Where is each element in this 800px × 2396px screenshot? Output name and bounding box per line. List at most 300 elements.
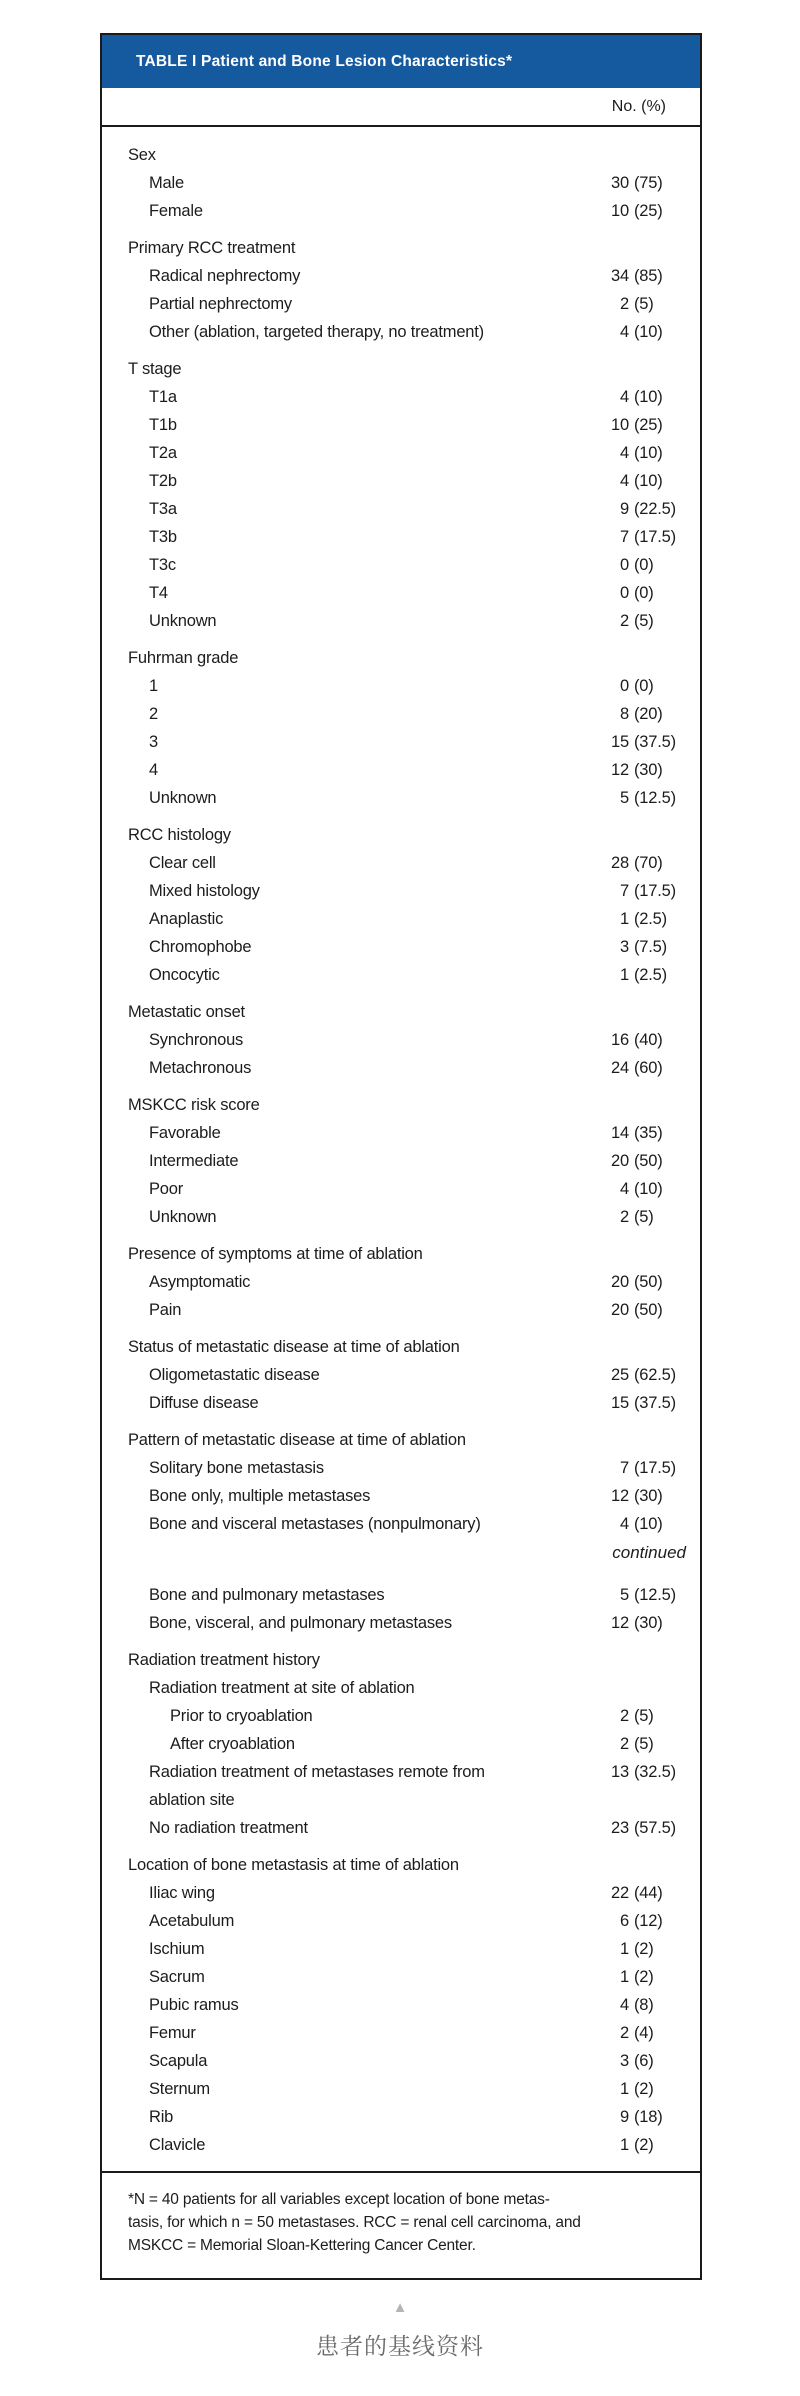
- row-percent: (2.5): [634, 910, 667, 928]
- row-value: [603, 169, 688, 197]
- table-section: [102, 234, 700, 346]
- row-count: 16: [611, 1031, 629, 1049]
- row-value: [603, 1510, 688, 1538]
- row-label: Clear cell: [149, 854, 216, 872]
- row-value: [603, 1175, 688, 1203]
- section-header: [102, 1646, 700, 1674]
- row-count: 14: [611, 1124, 629, 1142]
- row-percent: (30): [634, 1487, 663, 1505]
- section-header: [102, 821, 700, 849]
- row-count: 20: [611, 1301, 629, 1319]
- section-header-label: Status of metastatic disease at time of ablation: [128, 1338, 460, 1356]
- row-count: 30: [611, 174, 629, 192]
- table-row: [102, 2019, 700, 2047]
- row-value: [603, 411, 688, 439]
- row-label: Chromophobe: [149, 938, 252, 956]
- row-value: [603, 1879, 688, 1907]
- characteristics-table: [100, 33, 702, 2280]
- row-value: [603, 2103, 688, 2131]
- row-percent: (5): [634, 1707, 654, 1725]
- row-value: [603, 1389, 688, 1417]
- row-value: [603, 1026, 688, 1054]
- row-percent: (2): [634, 1940, 654, 1958]
- row-value: [603, 933, 688, 961]
- row-value: [603, 1119, 688, 1147]
- table-row: [102, 523, 700, 551]
- row-value: [603, 1758, 688, 1786]
- table-section: [102, 1333, 700, 1417]
- row-percent: (25): [634, 416, 663, 434]
- row-count: 6: [620, 1912, 629, 1930]
- row-count: 12: [611, 1614, 629, 1632]
- section-header: [102, 141, 700, 169]
- row-percent: (10): [634, 472, 663, 490]
- caption-arrow-icon: ▲: [392, 2299, 408, 2316]
- row-count: 4: [620, 1180, 629, 1198]
- footnote-line: *N = 40 patients for all variables except location of bone metas-: [128, 2191, 550, 2208]
- row-percent: (60): [634, 1059, 663, 1077]
- section-header-label: T stage: [128, 360, 182, 378]
- row-label: Mixed histology: [149, 882, 260, 900]
- row-label: Bone, visceral, and pulmonary metastases: [149, 1614, 452, 1632]
- row-value: [603, 1702, 688, 1730]
- row-value: [603, 2131, 688, 2159]
- column-header-no-pct: No. (%): [611, 97, 666, 115]
- table-row: [102, 2047, 700, 2075]
- table-row: [102, 467, 700, 495]
- table-row: [102, 849, 700, 877]
- table-row: [102, 1296, 700, 1324]
- section-header-label: RCC histology: [128, 826, 231, 844]
- section-header-label: Metastatic onset: [128, 1003, 245, 1021]
- section-header-label: Sex: [128, 146, 156, 164]
- table-row: [102, 1454, 700, 1482]
- continued-marker: continued: [612, 1543, 686, 1562]
- row-count: 4: [620, 1515, 629, 1533]
- row-count: 1: [620, 2136, 629, 2154]
- table-row: [102, 1879, 700, 1907]
- row-value: [603, 551, 688, 579]
- row-count: 7: [620, 528, 629, 546]
- table-row: [102, 551, 700, 579]
- row-percent: (0): [634, 677, 654, 695]
- row-count: 34: [611, 267, 629, 285]
- row-value: [603, 961, 688, 989]
- table-row: [102, 169, 700, 197]
- row-label: T3b: [149, 528, 177, 546]
- row-count: 15: [611, 1394, 629, 1412]
- row-count: 7: [620, 1459, 629, 1477]
- row-count: 2: [620, 1735, 629, 1753]
- table-row: [102, 700, 700, 728]
- row-value: [603, 1361, 688, 1389]
- row-label: 3: [149, 733, 158, 751]
- row-label: Male: [149, 174, 184, 192]
- table-section: [102, 355, 700, 635]
- table-row: [102, 1175, 700, 1203]
- section-header: [102, 1851, 700, 1879]
- row-value: [603, 2019, 688, 2047]
- row-label: Bone only, multiple metastases: [149, 1487, 371, 1505]
- table-row: [102, 1963, 700, 1991]
- row-percent: (57.5): [634, 1819, 676, 1837]
- row-value: [603, 1814, 688, 1842]
- row-percent: (17.5): [634, 882, 676, 900]
- caption-text: 患者的基线资料: [316, 2333, 484, 2359]
- footnote-line: MSKCC = Memorial Sloan-Kettering Cancer Center.: [128, 2237, 476, 2254]
- row-percent: (12.5): [634, 1586, 676, 1604]
- row-value: [603, 2075, 688, 2103]
- row-label: T1b: [149, 416, 177, 434]
- row-percent: (2): [634, 2080, 654, 2098]
- row-label: 2: [149, 705, 158, 723]
- table-row: [102, 961, 700, 989]
- row-count: 10: [611, 416, 629, 434]
- table-row: [102, 197, 700, 225]
- row-count: 5: [620, 789, 629, 807]
- row-percent: (12): [634, 1912, 663, 1930]
- table-row: [102, 1054, 700, 1082]
- table-row: [102, 439, 700, 467]
- table-row: [102, 1026, 700, 1054]
- row-label: 1: [149, 677, 158, 695]
- row-value: [603, 877, 688, 905]
- table-row: [102, 1268, 700, 1296]
- table-row: [102, 579, 700, 607]
- table-row: [102, 1814, 700, 1842]
- row-count: 4: [620, 444, 629, 462]
- row-count: 13: [611, 1763, 629, 1781]
- row-count: 4: [620, 1996, 629, 2014]
- row-percent: (40): [634, 1031, 663, 1049]
- row-percent: (10): [634, 444, 663, 462]
- row-label: T3c: [149, 556, 176, 574]
- row-value: [603, 1203, 688, 1231]
- table-row: [102, 1119, 700, 1147]
- row-percent: (70): [634, 854, 663, 872]
- row-count: 2: [620, 295, 629, 313]
- row-value: [603, 1268, 688, 1296]
- figure-caption: [0, 2300, 800, 2361]
- row-label: Solitary bone metastasis: [149, 1459, 324, 1477]
- row-label: Iliac wing: [149, 1884, 215, 1902]
- row-label: Unknown: [149, 612, 217, 630]
- footnote-line: tasis, for which n = 50 metastases. RCC = renal cell carcinoma, and: [128, 2214, 581, 2231]
- row-count: 2: [620, 1208, 629, 1226]
- table-row: [102, 2075, 700, 2103]
- row-count: 0: [620, 584, 629, 602]
- row-value: [603, 2047, 688, 2075]
- row-label: Female: [149, 202, 203, 220]
- row-percent: (50): [634, 1273, 663, 1291]
- table-row: [102, 756, 700, 784]
- row-label: Rib: [149, 2108, 174, 2126]
- table-row: [102, 1361, 700, 1389]
- row-percent: (30): [634, 1614, 663, 1632]
- section-header: [102, 1091, 700, 1119]
- row-label: Scapula: [149, 2052, 208, 2070]
- row-label: Sacrum: [149, 1968, 205, 1986]
- row-percent: (30): [634, 761, 663, 779]
- row-value: [603, 1482, 688, 1510]
- row-label: T2b: [149, 472, 177, 490]
- row-value: [603, 784, 688, 812]
- row-label: Metachronous: [149, 1059, 252, 1077]
- table-row: [102, 933, 700, 961]
- table-row: [102, 1609, 700, 1637]
- row-count: 0: [620, 677, 629, 695]
- row-count: 12: [611, 761, 629, 779]
- row-count: 1: [620, 1940, 629, 1958]
- table-row: [102, 290, 700, 318]
- table-section: [102, 1426, 700, 1637]
- row-count: 5: [620, 1586, 629, 1604]
- table-section: [102, 998, 700, 1082]
- table-section: [102, 141, 700, 225]
- row-label: Other (ablation, targeted therapy, no treatment): [149, 323, 484, 341]
- row-count: 4: [620, 472, 629, 490]
- row-percent: (5): [634, 612, 654, 630]
- table-body: [102, 127, 700, 2171]
- row-percent: (35): [634, 1124, 663, 1142]
- row-label: Synchronous: [149, 1031, 244, 1049]
- row-label: T4: [149, 584, 168, 602]
- row-label: Radiation treatment at site of ablation: [149, 1679, 415, 1697]
- row-percent: (18): [634, 2108, 663, 2126]
- table-row: [102, 1147, 700, 1175]
- row-count: 1: [620, 2080, 629, 2098]
- table-row: [102, 1991, 700, 2019]
- row-count: 1: [620, 966, 629, 984]
- row-value: [603, 1935, 688, 1963]
- row-percent: (12.5): [634, 789, 676, 807]
- table-footnote: [102, 2171, 700, 2278]
- row-percent: (2): [634, 1968, 654, 1986]
- table-row: [102, 905, 700, 933]
- row-label: Ischium: [149, 1940, 205, 1958]
- row-percent: (50): [634, 1301, 663, 1319]
- row-percent: (5): [634, 1208, 654, 1226]
- row-count: 20: [611, 1273, 629, 1291]
- row-count: 22: [611, 1884, 629, 1902]
- row-label: Favorable: [149, 1124, 221, 1142]
- row-value: [603, 1730, 688, 1758]
- row-value: [603, 262, 688, 290]
- table-row: [102, 1758, 700, 1814]
- row-value: [603, 1147, 688, 1175]
- row-label: Oligometastatic disease: [149, 1366, 320, 1384]
- row-count: 4: [620, 388, 629, 406]
- row-value: [603, 579, 688, 607]
- row-value: [603, 1609, 688, 1637]
- row-percent: (2.5): [634, 966, 667, 984]
- row-value: [603, 607, 688, 635]
- table-row: [102, 1702, 700, 1730]
- row-percent: (5): [634, 295, 654, 313]
- row-count: 7: [620, 882, 629, 900]
- table-row: [102, 728, 700, 756]
- row-label: Pain: [149, 1301, 182, 1319]
- row-value: [603, 523, 688, 551]
- row-value: [603, 700, 688, 728]
- row-value: [603, 756, 688, 784]
- table-section: [102, 1851, 700, 2159]
- row-count: 10: [611, 202, 629, 220]
- table-row: [102, 877, 700, 905]
- section-header-label: Presence of symptoms at time of ablation: [128, 1245, 423, 1263]
- section-header-label: Location of bone metastasis at time of ablation: [128, 1856, 459, 1874]
- row-count: 12: [611, 1487, 629, 1505]
- row-value: [603, 467, 688, 495]
- row-percent: (85): [634, 267, 663, 285]
- row-label: Partial nephrectomy: [149, 295, 292, 313]
- row-label: Bone and visceral metastases (nonpulmonary): [149, 1515, 481, 1533]
- table-section: [102, 1091, 700, 1231]
- row-label: Asymptomatic: [149, 1273, 251, 1291]
- row-label: Bone and pulmonary metastases: [149, 1586, 385, 1604]
- row-count: 28: [611, 854, 629, 872]
- row-percent: (4): [634, 2024, 654, 2042]
- row-percent: (7.5): [634, 938, 667, 956]
- row-percent: (32.5): [634, 1763, 676, 1781]
- table-row: [102, 1674, 700, 1702]
- row-label: Sternum: [149, 2080, 210, 2098]
- table-row: [102, 784, 700, 812]
- section-header: [102, 1240, 700, 1268]
- row-label: Acetabulum: [149, 1912, 235, 1930]
- row-value: [603, 1581, 688, 1609]
- table-row: [102, 1581, 700, 1609]
- table-row: [102, 1203, 700, 1231]
- row-count: 2: [620, 1707, 629, 1725]
- row-value: [603, 439, 688, 467]
- table-row: [102, 2131, 700, 2159]
- row-value: [603, 197, 688, 225]
- row-label: Prior to cryoablation: [170, 1707, 313, 1725]
- row-count: 3: [620, 2052, 629, 2070]
- section-header-label: Radiation treatment history: [128, 1651, 320, 1669]
- row-count: 23: [611, 1819, 629, 1837]
- row-count: 3: [620, 938, 629, 956]
- section-header: [102, 234, 700, 262]
- row-percent: (0): [634, 556, 654, 574]
- row-count: 8: [620, 705, 629, 723]
- table-section: [102, 1646, 700, 1842]
- section-header: [102, 1333, 700, 1361]
- table-section: [102, 821, 700, 989]
- table-title-bar: [102, 35, 700, 88]
- column-header-row: [102, 88, 700, 127]
- row-value: [603, 849, 688, 877]
- table-row: [102, 607, 700, 635]
- table-row: [102, 1907, 700, 1935]
- row-percent: (37.5): [634, 1394, 676, 1412]
- row-count: 2: [620, 612, 629, 630]
- table-row: [102, 1935, 700, 1963]
- row-percent: (2): [634, 2136, 654, 2154]
- row-label: Radiation treatment of metastases remote from ablation site: [149, 1763, 485, 1809]
- table-row: [102, 1389, 700, 1417]
- row-value: [603, 290, 688, 318]
- row-percent: (10): [634, 1180, 663, 1198]
- row-label: T3a: [149, 500, 177, 518]
- row-value: [603, 1054, 688, 1082]
- row-label: Radical nephrectomy: [149, 267, 301, 285]
- row-label: 4: [149, 761, 158, 779]
- row-percent: (6): [634, 2052, 654, 2070]
- row-percent: (10): [634, 323, 663, 341]
- row-count: 4: [620, 323, 629, 341]
- row-count: 20: [611, 1152, 629, 1170]
- table-title: TABLE I Patient and Bone Lesion Characteristics*: [136, 52, 513, 70]
- row-value: [603, 1296, 688, 1324]
- section-header: [102, 355, 700, 383]
- row-percent: (17.5): [634, 1459, 676, 1477]
- table-row: [102, 1510, 700, 1538]
- row-percent: (25): [634, 202, 663, 220]
- section-header: [102, 644, 700, 672]
- table-row: [102, 1730, 700, 1758]
- row-value: [603, 1907, 688, 1935]
- table-row: [102, 318, 700, 346]
- row-percent: (62.5): [634, 1366, 676, 1384]
- row-label: T1a: [149, 388, 177, 406]
- table-row: [102, 1482, 700, 1510]
- row-percent: (44): [634, 1884, 663, 1902]
- row-label: Oncocytic: [149, 966, 220, 984]
- row-count: 9: [620, 500, 629, 518]
- section-header: [102, 998, 700, 1026]
- table-row: [102, 383, 700, 411]
- row-value: [603, 1963, 688, 1991]
- table-row: [102, 411, 700, 439]
- row-percent: (10): [634, 1515, 663, 1533]
- row-count: 25: [611, 1366, 629, 1384]
- row-label: Unknown: [149, 1208, 217, 1226]
- section-header-label: MSKCC risk score: [128, 1096, 260, 1114]
- row-label: Poor: [149, 1180, 184, 1198]
- row-value: [603, 1454, 688, 1482]
- row-label: Intermediate: [149, 1152, 239, 1170]
- row-label: Pubic ramus: [149, 1996, 239, 2014]
- row-percent: (8): [634, 1996, 654, 2014]
- row-label: After cryoablation: [170, 1735, 295, 1753]
- row-percent: (50): [634, 1152, 663, 1170]
- row-value: [603, 728, 688, 756]
- row-label: Femur: [149, 2024, 196, 2042]
- row-percent: (10): [634, 388, 663, 406]
- row-label: Diffuse disease: [149, 1394, 259, 1412]
- section-header: [102, 1426, 700, 1454]
- section-header-label: Fuhrman grade: [128, 649, 239, 667]
- row-value: [603, 383, 688, 411]
- table-section: [102, 644, 700, 812]
- row-label: Anaplastic: [149, 910, 224, 928]
- row-value: [603, 905, 688, 933]
- row-label: No radiation treatment: [149, 1819, 308, 1837]
- row-value: [603, 672, 688, 700]
- row-count: 1: [620, 910, 629, 928]
- table-row: [102, 672, 700, 700]
- row-percent: (17.5): [634, 528, 676, 546]
- section-header-label: Primary RCC treatment: [128, 239, 296, 257]
- row-count: 1: [620, 1968, 629, 1986]
- row-count: 9: [620, 2108, 629, 2126]
- row-percent: (37.5): [634, 733, 676, 751]
- row-label: T2a: [149, 444, 177, 462]
- row-count: 15: [611, 733, 629, 751]
- table-row: [102, 495, 700, 523]
